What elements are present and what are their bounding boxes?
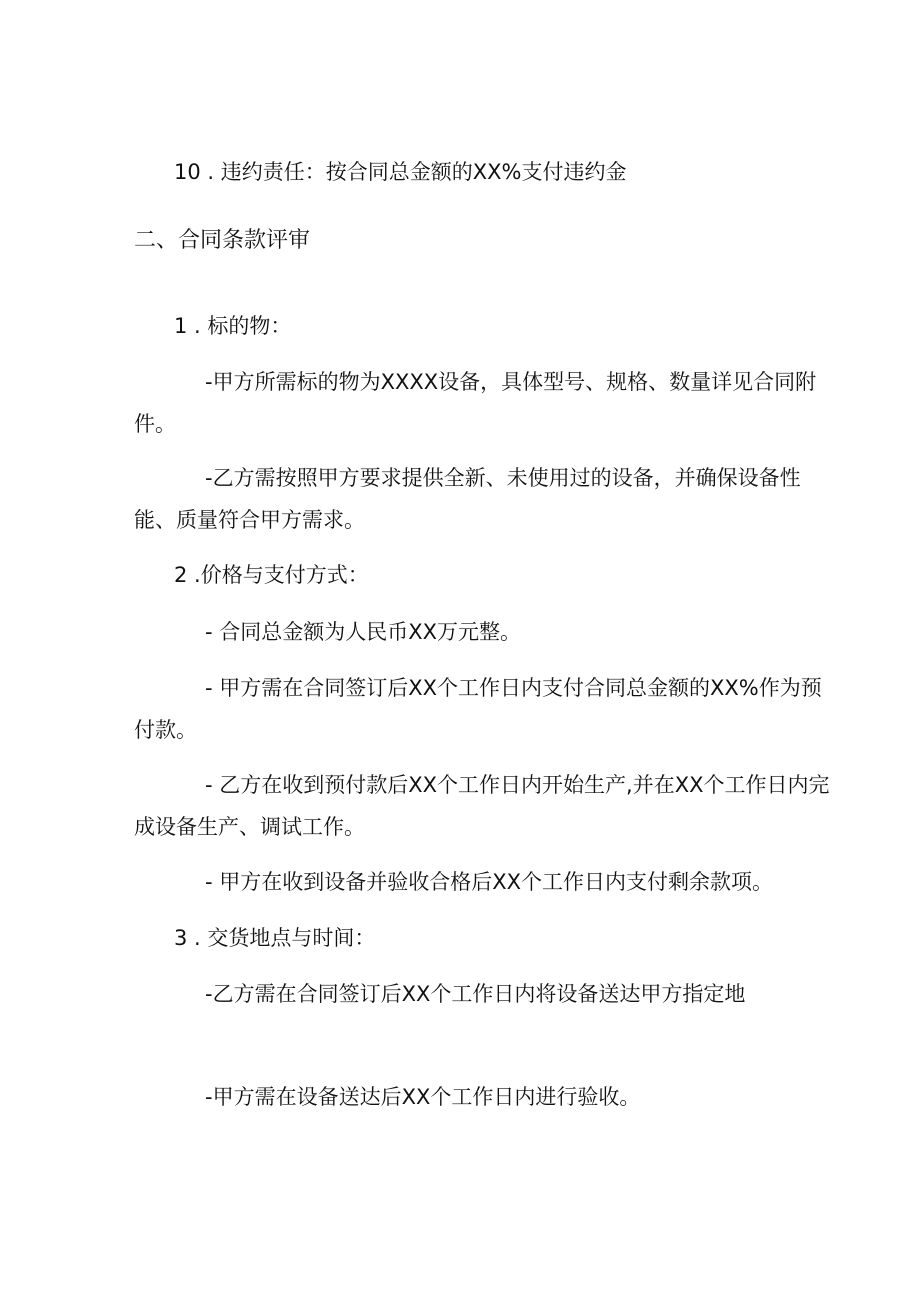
clause-2-item-c-line-1: - 乙方在收到预付款后XX个工作日内开始生产,并在XX个工作日内完 [205,773,830,797]
clause-3-item-a: -乙方需在合同签订后XX个工作日内将设备送达甲方指定地 [205,982,746,1006]
clause-10-liability: 10 . 违约责任：按合同总金额的XX%支付违约金 [174,160,627,184]
clause-1-title: 1 . 标的物： [174,314,292,338]
clause-2-item-d: - 甲方在收到设备并验收合格后XX个工作日内支付剩余款项。 [205,870,774,894]
clause-3-item-b: -甲方需在设备送达后XX个工作日内进行验收。 [205,1085,641,1109]
clause-2-item-c-line-2: 成设备生产、调试工作。 [134,815,365,839]
clause-1-item-a-line-2: 件。 [134,412,176,436]
clause-1-item-a-line-1: -甲方所需标的物为XXXX设备，具体型号、规格、数量详见合同附 [205,370,817,394]
clause-2-item-a: - 合同总金额为人民币XX万元整。 [205,620,522,644]
clause-2-title: 2 .价格与支付方式： [174,563,369,587]
clause-3-title: 3 . 交货地点与时间： [174,926,376,950]
section-heading-contract-review: 二、合同条款评审 [134,228,311,253]
clause-1-item-b-line-2: 能、质量符合甲方需求。 [134,508,365,532]
clause-2-item-b-line-2: 付款。 [134,718,197,742]
clause-1-item-b-line-1: -乙方需按照甲方要求提供全新、未使用过的设备，并确保设备性 [205,466,801,490]
clause-2-item-b-line-1: - 甲方需在合同签订后XX个工作日内支付合同总金额的XX%作为预 [205,676,822,700]
